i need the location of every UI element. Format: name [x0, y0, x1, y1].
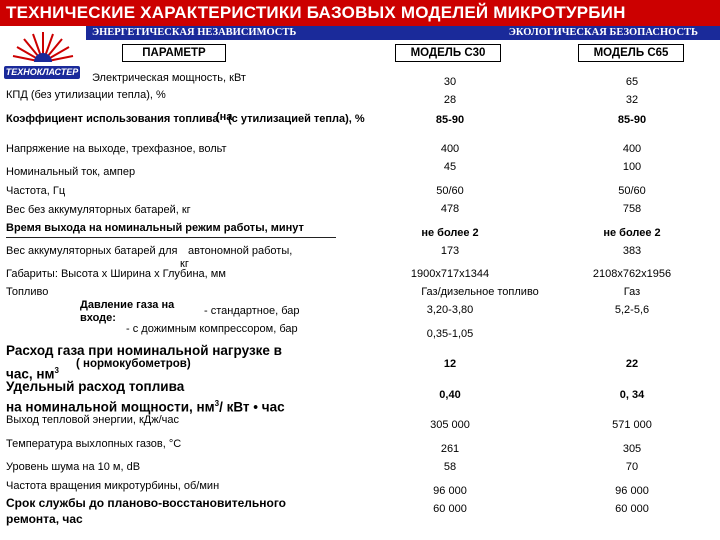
page-title: ТЕХНИЧЕСКИЕ ХАРАКТЕРИСТИКИ БАЗОВЫХ МОДЕЛЕЙ МИКРОТУРБИН — [6, 3, 626, 22]
value-noise-c65: 70 — [625, 461, 639, 473]
value-gas-flow-c65: 22 — [625, 358, 639, 370]
value-dimensions-c30: 1900x717x1344 — [410, 268, 490, 280]
label-fuel-use-suffix: (с утилизацией тепла), % — [228, 113, 365, 125]
value-service-life-c65: 60 000 — [615, 503, 649, 515]
label-weight-auto-b: автономной работы, — [188, 245, 293, 257]
label-specific-fuel-sup: 3 — [214, 399, 220, 408]
divider-runtime — [6, 237, 336, 238]
label-gas-flow-c: ( нормокубометров) — [76, 358, 191, 370]
label-gas-pressure-std: - стандартное, бар — [204, 305, 300, 317]
label-exhaust-temp: Температура выхлопных газов, °С — [6, 438, 182, 450]
value-rpm-c30: 96 000 — [433, 485, 467, 497]
label-gas-flow-sup: 3 — [54, 366, 59, 375]
value-gas-pressure-std-c30: 3,20-3,80 — [426, 304, 474, 316]
label-runtime: Время выхода на номинальный режим работы, минут — [6, 222, 304, 234]
value-weight-c65: 758 — [622, 203, 642, 215]
value-power-c30: 30 — [443, 76, 457, 88]
value-power-c65: 65 — [625, 76, 639, 88]
value-exhaust-temp-c30: 261 — [440, 443, 460, 455]
subtitle-left: ЭНЕРГЕТИЧЕСКАЯ НЕЗАВИСИМОСТЬ — [92, 27, 297, 38]
label-weight-auto: Вес аккумуляторных батарей для — [6, 245, 178, 257]
label-specific-fuel-b: на номинальной мощности, $нм^3/$ кВт • час — [6, 399, 285, 415]
label-voltage: Напряжение на выходе, трехфазное, вольт — [6, 143, 227, 155]
value-voltage-c65: 400 — [622, 143, 642, 155]
value-gas-flow-c30: 12 — [443, 358, 457, 370]
label-current: Номинальный ток, ампер — [6, 166, 136, 178]
value-specific-fuel-c30: 0,40 — [439, 389, 461, 401]
value-fuel-use-c30: 85-90 — [435, 114, 465, 126]
label-specific-fuel: Удельный расход топлива — [6, 379, 185, 394]
value-service-life-c30: 60 000 — [433, 503, 467, 515]
label-heat-output: Выход тепловой энергии, кДж/час — [6, 414, 180, 426]
subtitle-bar — [86, 26, 720, 40]
value-fuel-c65: Газ — [623, 286, 641, 298]
value-exhaust-temp-c65: 305 — [622, 443, 642, 455]
label-weight: Вес без аккумуляторных батарей, кг — [6, 204, 191, 216]
value-heat-output-c65: 571 000 — [612, 419, 652, 431]
value-runtime-c65: не более 2 — [603, 227, 661, 239]
label-fuel-use-prefix: (на — [216, 111, 233, 123]
value-noise-c30: 58 — [443, 461, 457, 473]
label-service-life-b: ремонта, час — [6, 512, 83, 526]
value-voltage-c30: 400 — [440, 143, 460, 155]
value-gas-pressure-std-c65: 5,2-5,6 — [614, 304, 650, 316]
value-weight-c30: 478 — [440, 203, 460, 215]
value-efficiency-c30: 28 — [443, 94, 457, 106]
value-weight-auto-c30: 173 — [440, 245, 460, 257]
label-gas-pressure-comp: - с дожимным компрессором, бар — [126, 323, 298, 335]
label-weight-auto-c: кг — [180, 258, 189, 270]
label-power: Электрическая мощность, кВт — [92, 72, 246, 84]
value-weight-auto-c65: 383 — [622, 245, 642, 257]
column-header-c30: МОДЕЛЬ С30 — [395, 44, 501, 62]
label-fuel: Топливо — [6, 286, 49, 298]
label-fuel-use: Коэффициент использования топлива — [6, 113, 219, 125]
title-bar — [0, 0, 720, 26]
column-header-parameter: ПАРАМЕТР — [122, 44, 226, 62]
value-current-c30: 45 — [443, 161, 457, 173]
value-gas-pressure-comp-c30: 0,35-1,05 — [426, 328, 474, 340]
value-runtime-c30: не более 2 — [421, 227, 479, 239]
value-efficiency-c65: 32 — [625, 94, 639, 106]
value-current-c65: 100 — [622, 161, 642, 173]
value-dimensions-c65: 2108x762x1956 — [592, 268, 672, 280]
value-specific-fuel-c65: 0, 34 — [619, 389, 645, 401]
column-header-c65: МОДЕЛЬ С65 — [578, 44, 684, 62]
label-gas-flow-b: час, $нм^3$ — [6, 366, 59, 382]
logo-text: ТЕХНОКЛАСТЕР — [5, 67, 79, 77]
label-noise: Уровень шума на 10 м, dB — [6, 461, 141, 473]
value-frequency-c30: 50/60 — [436, 185, 464, 197]
label-efficiency: КПД (без утилизации тепла), % — [6, 89, 166, 101]
label-rpm: Частота вращения микротурбины, об/мин — [6, 480, 220, 492]
label-gas-pressure: Давление газа на — [80, 299, 175, 311]
value-frequency-c65: 50/60 — [618, 185, 646, 197]
label-dimensions: Габариты: Высота х Ширина х Глубина, мм — [6, 268, 226, 280]
label-gas-pressure-b: входе: — [80, 312, 116, 324]
label-gas-flow: Расход газа при номинальной нагрузке в — [6, 343, 282, 358]
value-fuel-c30: Газ/дизельное топливо — [421, 286, 539, 298]
label-frequency: Частота, Гц — [6, 185, 66, 197]
label-service-life: Срок службы до планово-восстановительного — [6, 496, 286, 510]
subtitle-right: ЭКОЛОГИЧЕСКАЯ БЕЗОПАСНОСТЬ — [508, 27, 698, 38]
value-fuel-use-c65: 85-90 — [617, 114, 647, 126]
value-heat-output-c30: 305 000 — [430, 419, 470, 431]
value-rpm-c65: 96 000 — [615, 485, 649, 497]
